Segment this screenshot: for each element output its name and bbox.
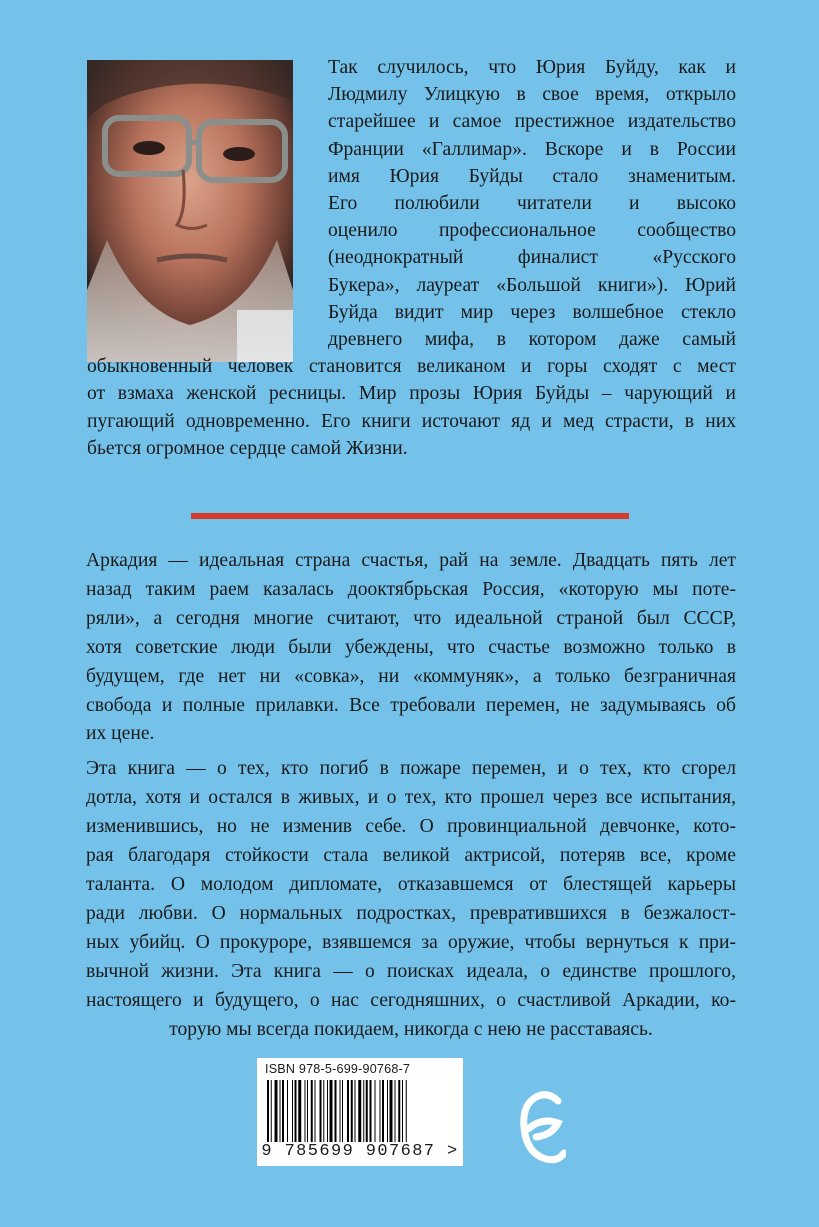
bio-line: обыкновенный человек становится великаном и горы сходят с мест xyxy=(87,356,736,378)
bio-line: Так случилось, что Юрия Буйду, как и xyxy=(328,57,736,78)
barcode-bar xyxy=(307,1080,308,1142)
barcode-bar xyxy=(390,1080,393,1142)
barcode-bar xyxy=(295,1080,297,1142)
barcode-bar xyxy=(311,1080,313,1142)
barcode-bar xyxy=(298,1080,301,1142)
barcode-bar xyxy=(267,1080,269,1142)
bio-line: Его полюбили читатели и высоко xyxy=(328,193,736,215)
bio-line: бьется огромное сердце самой Жизни. xyxy=(87,437,408,459)
bio-line: имя Юрия Буйды стало знаменитым. xyxy=(328,165,736,187)
barcode-bar xyxy=(330,1080,333,1142)
barcode-bar xyxy=(342,1080,343,1142)
barcode-digits: 9 785699 907687 > xyxy=(261,1142,459,1161)
barcode-bars xyxy=(267,1080,453,1142)
author-bio xyxy=(0,54,819,462)
annotation-line: рая благодаря стойкости стала великой актрисой, потеряв все, кроме xyxy=(86,845,736,867)
barcode-bar xyxy=(292,1080,293,1142)
bio-line: от взмаха женской ресницы. Мир прозы Юрия Буйды – чарующий и xyxy=(87,383,736,405)
bio-line: Людмилу Улицкую в свое время, открыло xyxy=(328,84,736,106)
annotation-line: вычной жизни. Эта книга — о поисках идеала, о единстве прошлого, xyxy=(86,960,736,982)
annotation-line: назад таким раем казалась доoктябрьская Россия, «которую мы поте- xyxy=(86,578,736,600)
barcode-bar xyxy=(398,1080,400,1142)
barcode-bar xyxy=(351,1080,353,1142)
annotation-line: ряли», а сегодня многие считают, что идеальной страной был СССР, xyxy=(86,607,736,629)
annotation-line: будущем, где нет ни «совка», ни «коммуняк», а только безграничная xyxy=(86,665,736,687)
bio-line: оценило профессиональное сообщество xyxy=(328,220,736,242)
bio-line: Букера», лауреат «Большой книги»). Юрий xyxy=(328,274,736,296)
red-divider xyxy=(191,513,629,519)
barcode-bar xyxy=(370,1080,372,1142)
barcode-bar xyxy=(375,1080,376,1142)
annotation-line: ных убийц. О прокуроре, взявшемся за оружие, чтобы вернуться к при- xyxy=(86,931,736,953)
bio-line: Франции «Галлимар». Вскоре и в России xyxy=(328,138,736,160)
annotation-line: настоящего и будущего, о нас сегодняшних, о счастливой Аркадии, ко- xyxy=(86,989,736,1011)
barcode-bar xyxy=(347,1080,349,1142)
annotation-line: их цене. xyxy=(86,723,155,745)
annotation-line: ради любви. О нормальных подростках, превратившихся в безжалост- xyxy=(86,902,736,924)
barcode-bar xyxy=(315,1080,316,1142)
barcode-bar xyxy=(380,1080,381,1142)
annotation-line: свобода и полные прилавки. Все требовали перемен, не задумываясь об xyxy=(86,694,736,716)
bio-line: Буйда видит мир через волшебное стекло xyxy=(328,301,736,323)
isbn-label: ISBN 978-5-699-90768-7 xyxy=(265,1062,411,1076)
annotation-line: Аркадия — идеальная страна счастья, рай на земле. Двадцать пять лет xyxy=(86,550,736,571)
barcode-bar xyxy=(280,1080,281,1142)
barcode-bar xyxy=(363,1080,364,1142)
annotation-line: торую мы всегда покидаем, никогда с нею не расставаясь. xyxy=(169,1018,653,1040)
barcode-bar xyxy=(323,1080,324,1142)
barcode-bar xyxy=(382,1080,384,1142)
barcode-bar xyxy=(320,1080,322,1142)
barcode-bar xyxy=(335,1080,337,1142)
barcode-bar xyxy=(406,1080,407,1142)
barcode-bar xyxy=(402,1080,403,1142)
bio-line: пугающий одновременно. Его книги источают яд и мед страсти, в них xyxy=(87,410,736,432)
annotation-line: дотла, хотя и остался в живых, и о тех, кто прошел через все испытания, xyxy=(86,787,736,809)
barcode-bar xyxy=(395,1080,396,1142)
bio-line: (неоднократный финалист «Русского xyxy=(328,247,736,269)
barcode-bar xyxy=(358,1080,361,1142)
annotation-line: Эта книга — о тех, кто погиб в пожаре перемен, и о тех, кто сгорел xyxy=(86,758,736,780)
annotation-line: хотя советские люди были убеждены, что счастье возможно только в xyxy=(86,636,736,658)
annotation-line: изменившись, но не изменив себе. О провинциальной девчонке, кото- xyxy=(86,816,736,838)
barcode-bar xyxy=(355,1080,356,1142)
book-annotation xyxy=(86,547,736,1044)
barcode-bar xyxy=(275,1080,278,1142)
barcode-bar xyxy=(305,1080,306,1142)
barcode-bar xyxy=(271,1080,272,1142)
barcode-bar xyxy=(366,1080,368,1142)
barcode-bar xyxy=(287,1080,288,1142)
barcode-bar xyxy=(327,1080,328,1142)
barcode-bar xyxy=(387,1080,388,1142)
publisher-logo-icon xyxy=(518,1087,566,1169)
annotation-line: таланта. О молодом дипломате, отказавшемся от блестящей карьеры xyxy=(86,873,736,895)
isbn-barcode xyxy=(257,1058,463,1166)
barcode-bar xyxy=(282,1080,284,1142)
barcode-bar xyxy=(340,1080,341,1142)
bio-line: древнего мифа, в котором даже самый xyxy=(328,329,736,351)
bio-line: старейшее и самое престижное издательство xyxy=(328,111,736,133)
